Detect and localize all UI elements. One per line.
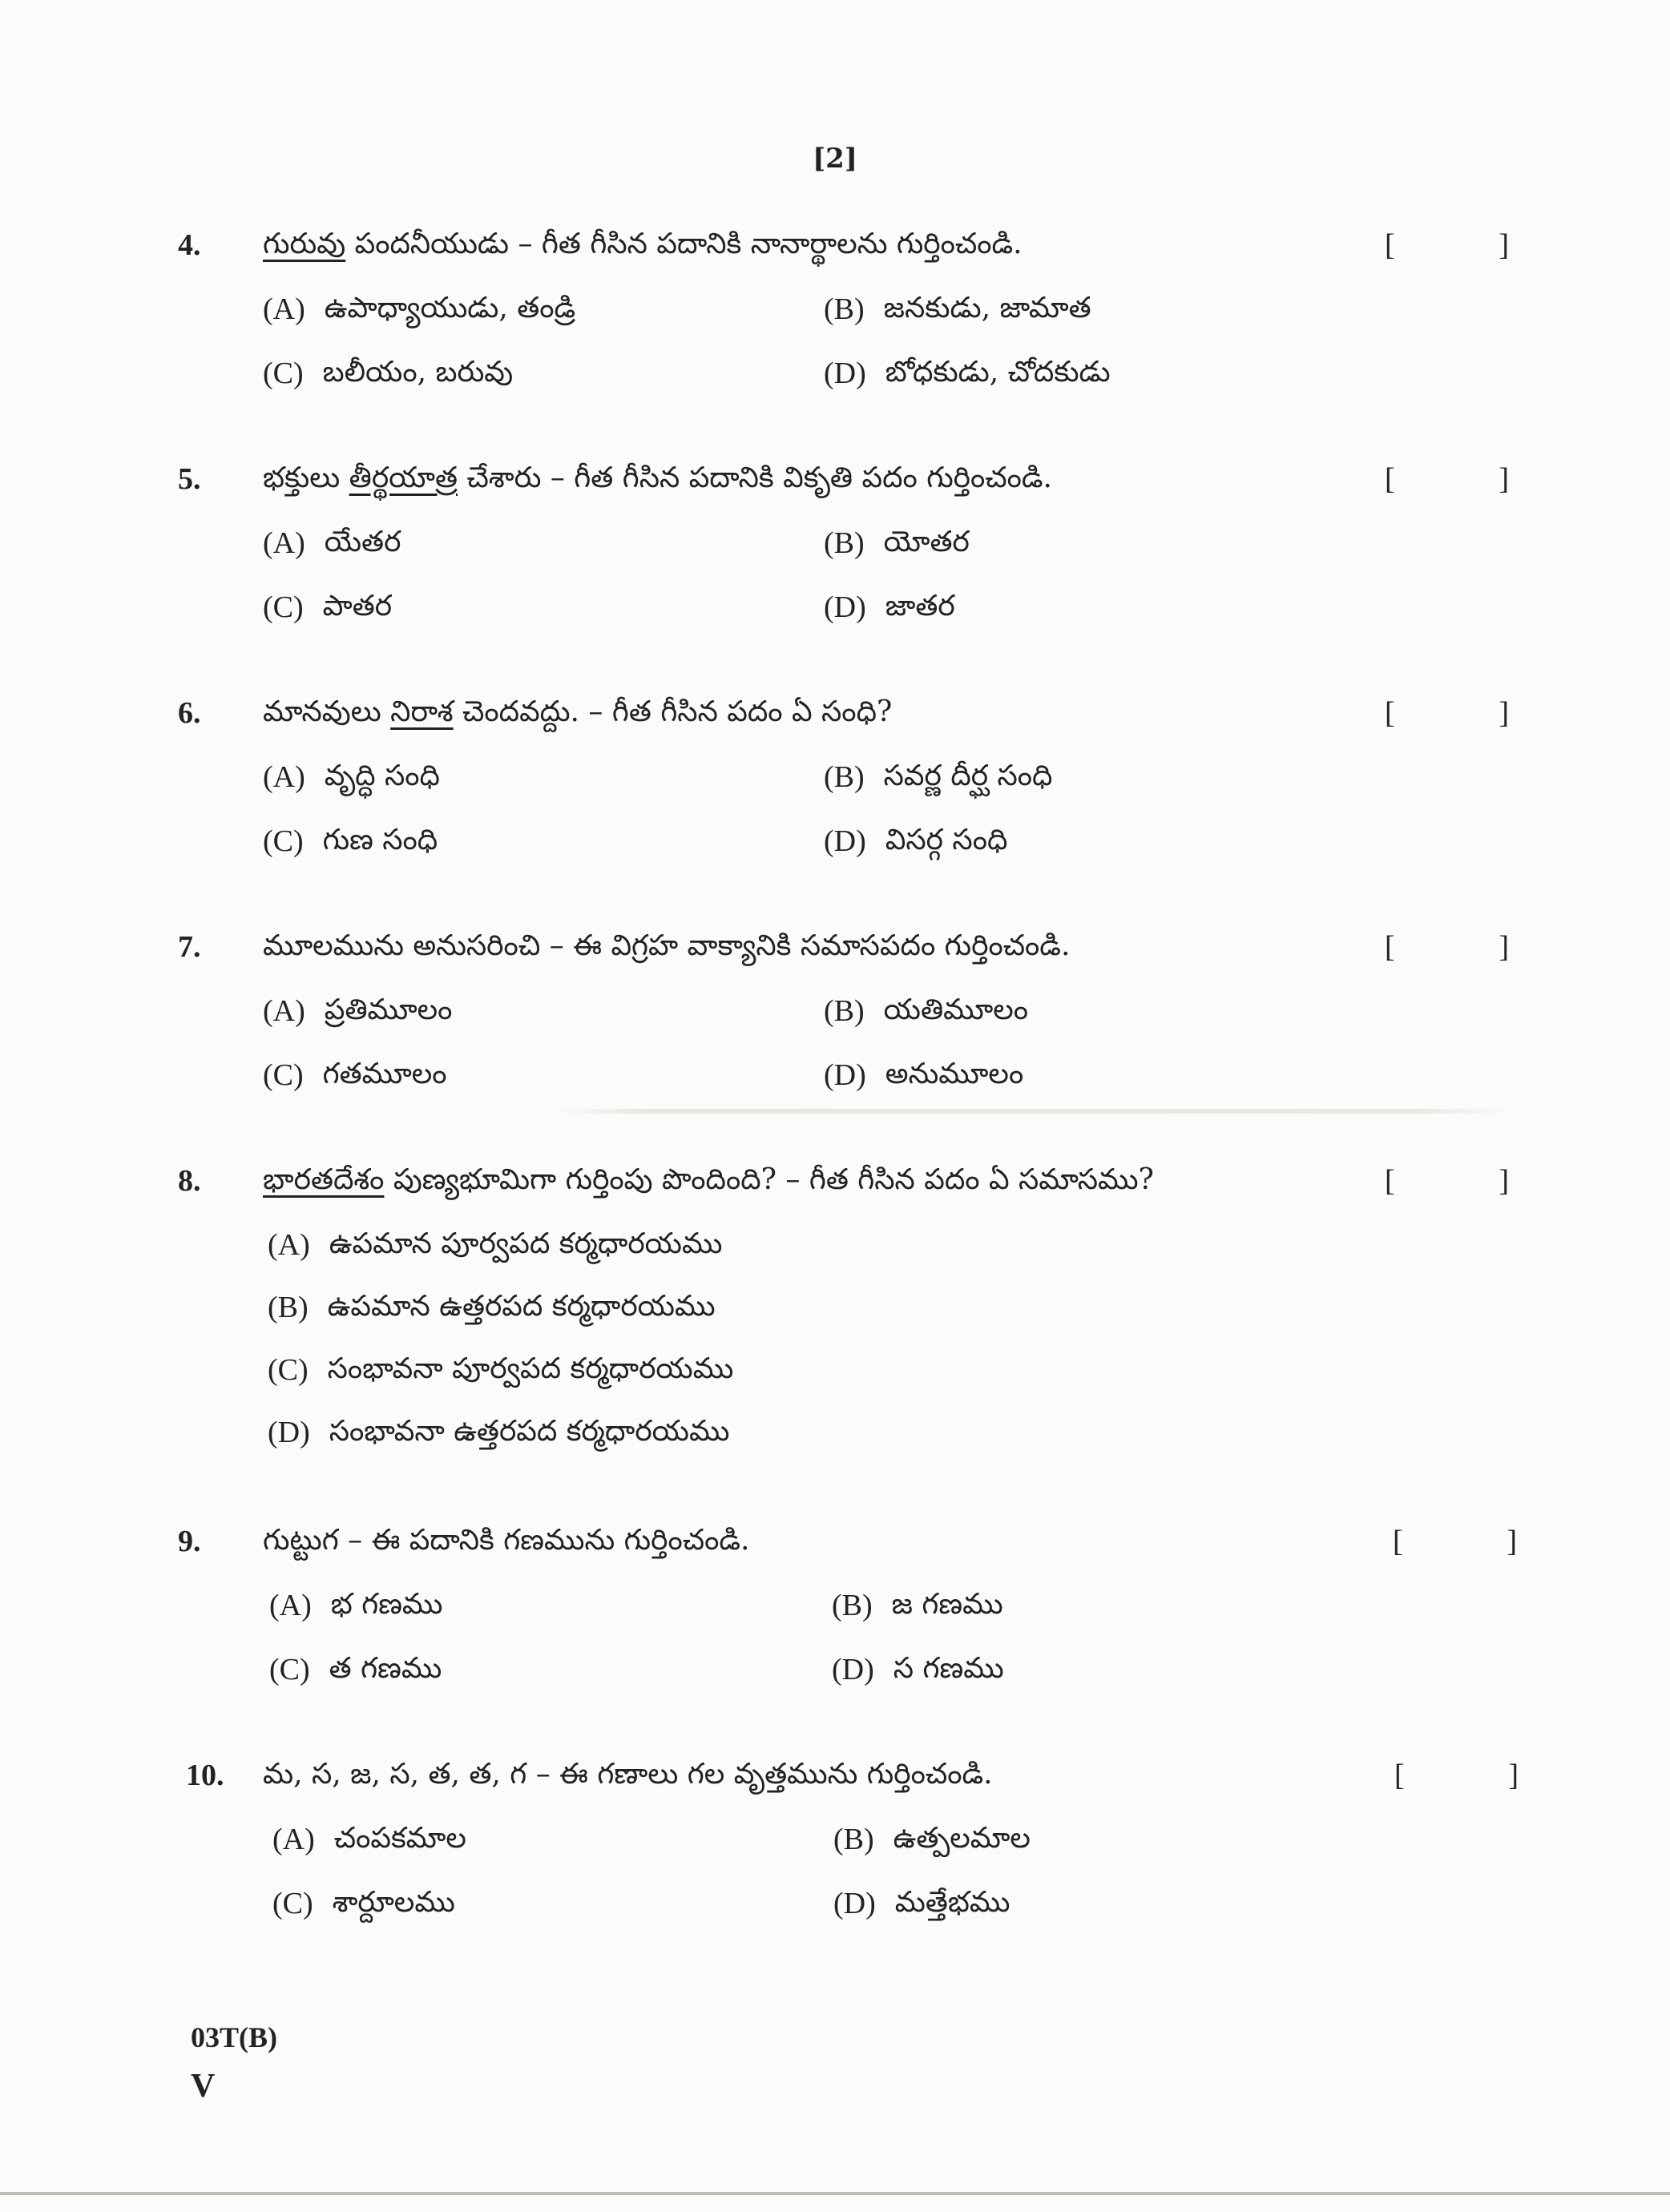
option-d[interactable]: (D) బోధకుడు, చోదకుడు bbox=[824, 356, 1111, 390]
question-5 bbox=[0, 461, 1670, 654]
option-a[interactable]: (A) వృద్ధి సంధి bbox=[263, 759, 440, 794]
question-text: గుట్టుగ – ఈ పదానికి గణమును గుర్తించండి. bbox=[263, 1524, 750, 1557]
answer-bracket[interactable]: [ ] bbox=[1385, 228, 1509, 262]
option-d[interactable]: (D) మత్తేభము bbox=[833, 1886, 1010, 1920]
question-text: మ, స, జ, స, త, త, గ – ఈ గణాలు గల వృత్తమును గుర్తించండి. bbox=[263, 1758, 993, 1791]
option-d[interactable]: (D) విసర్గ సంధి bbox=[824, 824, 1008, 858]
question-10 bbox=[0, 1758, 1670, 1950]
option-a[interactable]: (A) ఉపమాన పూర్వపద కర్మధారయము bbox=[268, 1227, 723, 1262]
option-c[interactable]: (C) సంభావనా పూర్వపద కర్మధారయము bbox=[268, 1352, 734, 1387]
option-a[interactable]: (A) యేతర bbox=[263, 526, 401, 560]
underlined-word: భారతదేశం bbox=[263, 1163, 385, 1196]
question-4 bbox=[0, 228, 1670, 420]
bottom-rule bbox=[0, 2192, 1670, 2195]
question-text: మానవులు నిరాశ చెందవద్దు. – గీత గీసిన పదం ఏ సంధి? bbox=[263, 695, 893, 728]
option-b[interactable]: (B) ఉత్పలమాల bbox=[833, 1822, 1031, 1856]
option-c[interactable]: (C) త గణము bbox=[269, 1652, 442, 1686]
option-c[interactable]: (C) పాతర bbox=[263, 590, 393, 624]
underlined-word: నిరాశ bbox=[390, 695, 454, 728]
question-number: 5. bbox=[178, 462, 201, 496]
option-c[interactable]: (C) బలీయం, బరువు bbox=[263, 356, 514, 390]
question-6 bbox=[0, 695, 1670, 888]
option-c[interactable]: (C) గుణ సంధి bbox=[263, 824, 438, 858]
option-a[interactable]: (A) ఉపాధ్యాయుడు, తండ్రి bbox=[263, 292, 576, 326]
question-9 bbox=[0, 1524, 1670, 1716]
faint-bleed-through bbox=[553, 1109, 1515, 1114]
question-7 bbox=[0, 929, 1670, 1122]
question-number: 10. bbox=[186, 1759, 224, 1792]
option-b[interactable]: (B) జనకుడు, జామాత bbox=[824, 292, 1091, 326]
option-c[interactable]: (C) శార్దూలము bbox=[272, 1886, 455, 1920]
question-text: భారతదేశం పుణ్యభూమిగా గుర్తింపు పొందింది? – గీత గీసిన పదం ఏ సమాసము? bbox=[263, 1163, 1154, 1196]
question-number: 7. bbox=[178, 930, 201, 964]
question-number: 8. bbox=[178, 1164, 201, 1198]
answer-bracket[interactable]: [ ] bbox=[1385, 930, 1509, 964]
answer-bracket[interactable]: [ ] bbox=[1393, 1525, 1517, 1558]
option-a[interactable]: (A) ప్రతిమూలం bbox=[263, 993, 453, 1028]
page-number: [2] bbox=[813, 143, 857, 175]
answer-bracket[interactable]: [ ] bbox=[1385, 462, 1509, 496]
option-b[interactable]: (B) ఉపమాన ఉత్తరపద కర్మధారయము bbox=[268, 1290, 716, 1324]
option-b[interactable]: (B) యోతర bbox=[824, 526, 970, 560]
question-number: 9. bbox=[178, 1525, 201, 1558]
version-mark: V bbox=[191, 2068, 216, 2105]
option-a[interactable]: (A) భ గణము bbox=[269, 1588, 443, 1622]
question-number: 6. bbox=[178, 696, 201, 730]
option-c[interactable]: (C) గతమూలం bbox=[263, 1058, 447, 1092]
option-d[interactable]: (D) జాతర bbox=[824, 590, 955, 624]
paper-code: 03T(B) bbox=[191, 2021, 277, 2053]
option-d[interactable]: (D) అనుమూలం bbox=[824, 1058, 1024, 1092]
option-b[interactable]: (B) యతిమూలం bbox=[824, 993, 1029, 1028]
question-text: భక్తులు తీర్థయాత్ర చేశారు – గీత గీసిన పదానికి వికృతి పదం గుర్తించండి. bbox=[263, 461, 1052, 494]
underlined-word: గురువు bbox=[263, 228, 346, 260]
option-a[interactable]: (A) చంపకమాల bbox=[272, 1822, 466, 1856]
option-d[interactable]: (D) సంభావనా ఉత్తరపద కర్మధారయము bbox=[268, 1415, 730, 1449]
option-b[interactable]: (B) సవర్ణ దీర్ఘ సంధి bbox=[824, 759, 1053, 794]
answer-bracket[interactable]: [ ] bbox=[1385, 1164, 1509, 1198]
option-b[interactable]: (B) జ గణము bbox=[832, 1588, 1003, 1622]
question-text: మూలమును అనుసరించి – ఈ విగ్రహ వాక్యానికి సమాసపదం గుర్తించండి. bbox=[263, 929, 1071, 962]
option-d[interactable]: (D) స గణము bbox=[832, 1652, 1004, 1686]
underlined-word: తీర్థయాత్ర bbox=[349, 461, 458, 494]
answer-bracket[interactable]: [ ] bbox=[1394, 1759, 1519, 1792]
question-8 bbox=[0, 1163, 1670, 1468]
answer-bracket[interactable]: [ ] bbox=[1385, 696, 1509, 730]
question-text: గురువు పందనీయుడు – గీత గీసిన పదానికి నానార్థాలను గుర్తించండి. bbox=[263, 228, 1023, 260]
question-number: 4. bbox=[178, 228, 201, 262]
